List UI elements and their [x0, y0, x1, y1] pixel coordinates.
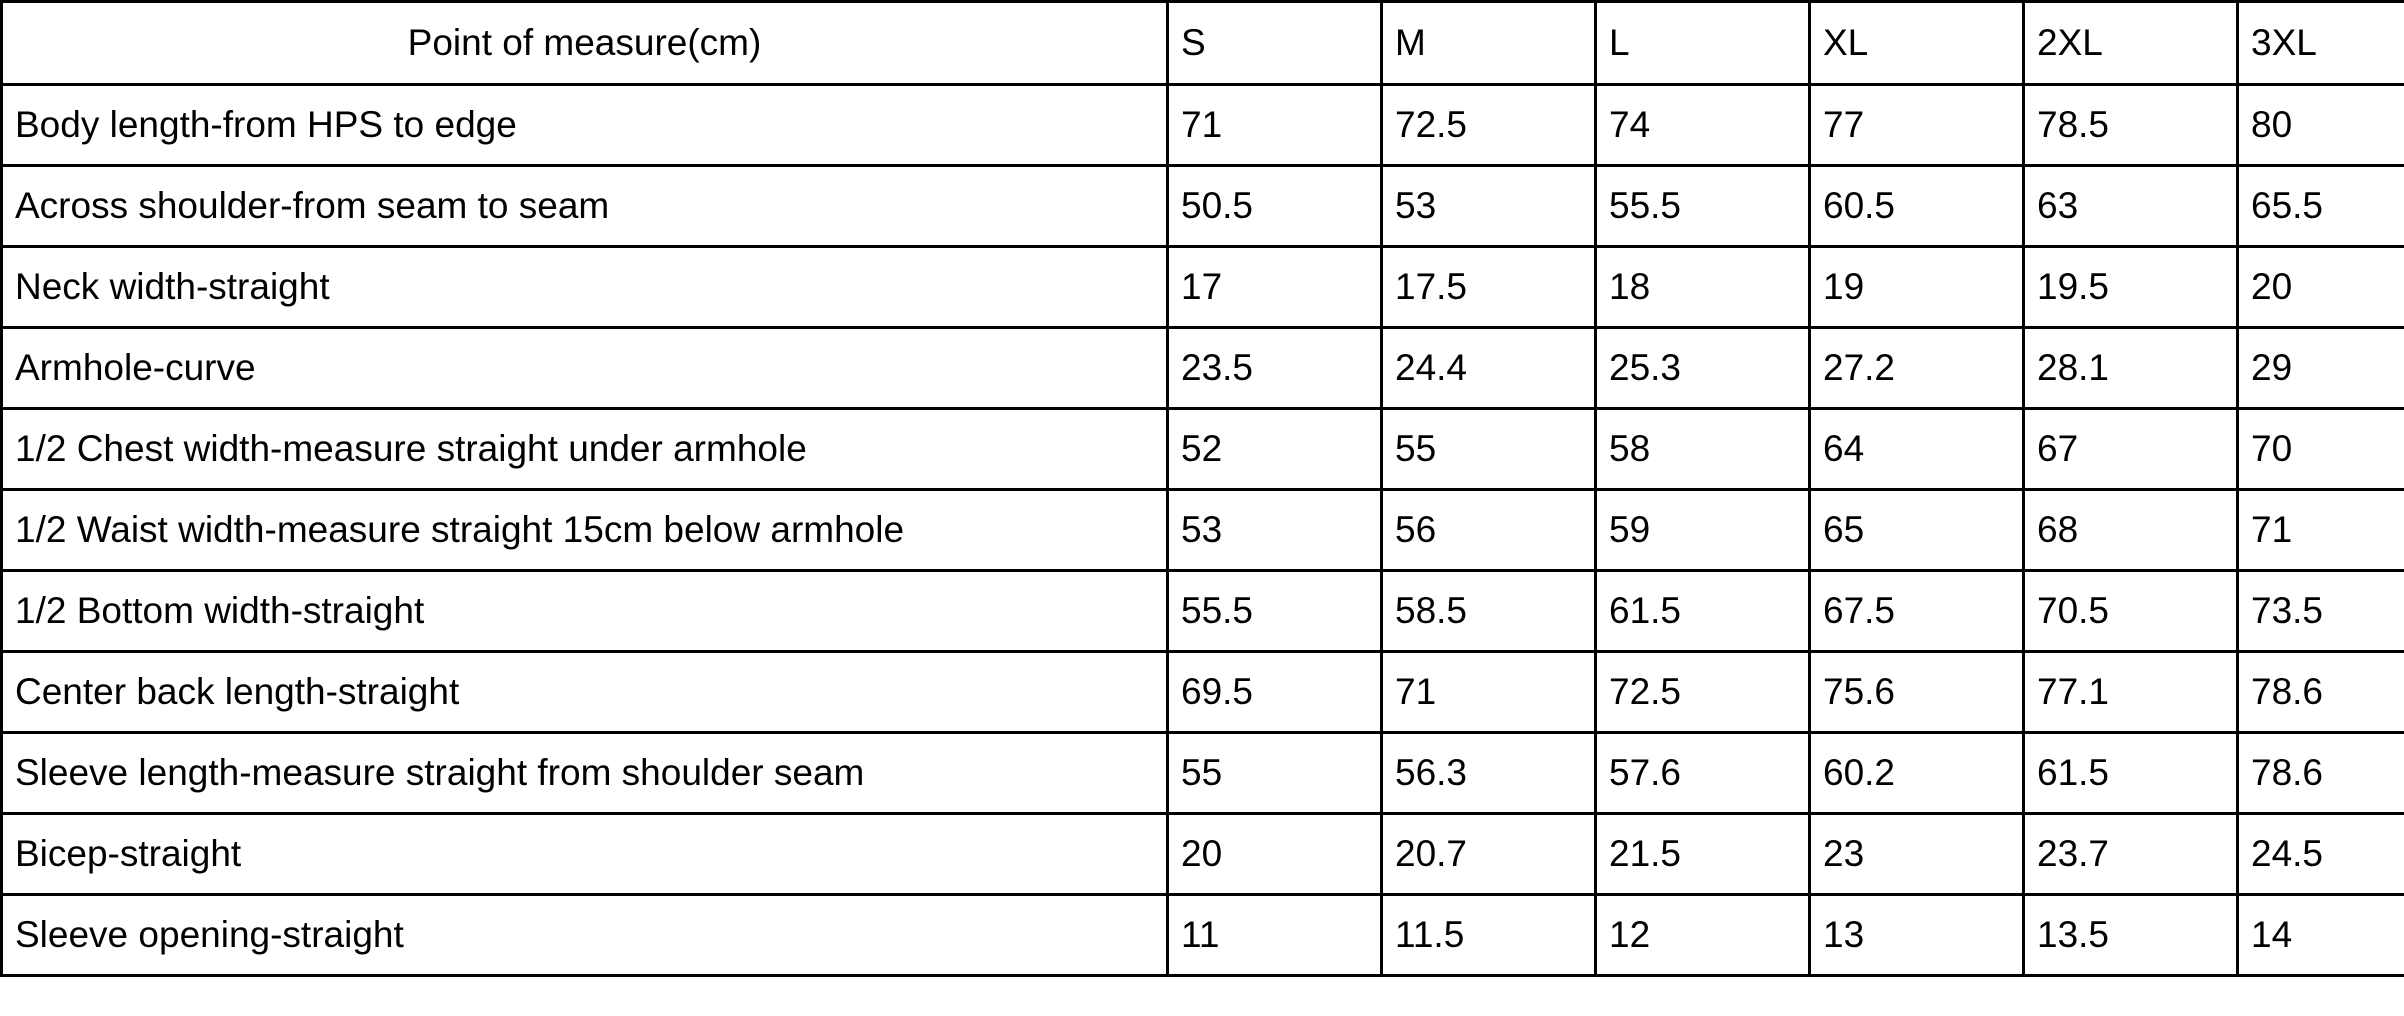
table-row — [2, 490, 2404, 571]
cell-value: 61.5 — [2024, 733, 2238, 814]
cell-value: 53 — [1382, 166, 1596, 247]
cell-value: 60.2 — [1810, 733, 2024, 814]
cell-value: 13.5 — [2024, 895, 2238, 976]
header-size-2xl: 2XL — [2024, 2, 2238, 85]
cell-value: 28.1 — [2024, 328, 2238, 409]
cell-value: 65.5 — [2238, 166, 2404, 247]
cell-value: 27.2 — [1810, 328, 2024, 409]
cell-value: 67.5 — [1810, 571, 2024, 652]
cell-value: 29 — [2238, 328, 2404, 409]
cell-value: 17.5 — [1382, 247, 1596, 328]
header-size-m: M — [1382, 2, 1596, 85]
cell-value: 25.3 — [1596, 328, 1810, 409]
cell-value: 78.6 — [2238, 652, 2404, 733]
cell-value: 23 — [1810, 814, 2024, 895]
cell-value: 73.5 — [2238, 571, 2404, 652]
cell-value: 19.5 — [2024, 247, 2238, 328]
table-row — [2, 328, 2404, 409]
cell-value: 23.5 — [1168, 328, 1382, 409]
cell-value: 78.6 — [2238, 733, 2404, 814]
header-size-l: L — [1596, 2, 1810, 85]
row-label: 1/2 Chest width-measure straight under armhole — [2, 409, 1168, 490]
cell-value: 75.6 — [1810, 652, 2024, 733]
cell-value: 11 — [1168, 895, 1382, 976]
row-label: 1/2 Bottom width-straight — [2, 571, 1168, 652]
cell-value: 20 — [2238, 247, 2404, 328]
cell-value: 70.5 — [2024, 571, 2238, 652]
cell-value: 71 — [2238, 490, 2404, 571]
cell-value: 13 — [1810, 895, 2024, 976]
cell-value: 52 — [1168, 409, 1382, 490]
cell-value: 57.6 — [1596, 733, 1810, 814]
header-point-of-measure: Point of measure(cm) — [2, 2, 1168, 85]
cell-value: 20 — [1168, 814, 1382, 895]
cell-value: 56 — [1382, 490, 1596, 571]
cell-value: 58.5 — [1382, 571, 1596, 652]
table-row — [2, 247, 2404, 328]
cell-value: 18 — [1596, 247, 1810, 328]
cell-value: 67 — [2024, 409, 2238, 490]
table-row — [2, 85, 2404, 166]
cell-value: 74 — [1596, 85, 1810, 166]
row-label: Center back length-straight — [2, 652, 1168, 733]
cell-value: 77.1 — [2024, 652, 2238, 733]
cell-value: 21.5 — [1596, 814, 1810, 895]
table-row — [2, 733, 2404, 814]
cell-value: 71 — [1382, 652, 1596, 733]
header-size-s: S — [1168, 2, 1382, 85]
row-label: Body length-from HPS to edge — [2, 85, 1168, 166]
cell-value: 50.5 — [1168, 166, 1382, 247]
table-row — [2, 409, 2404, 490]
cell-value: 58 — [1596, 409, 1810, 490]
cell-value: 71 — [1168, 85, 1382, 166]
cell-value: 55.5 — [1596, 166, 1810, 247]
cell-value: 69.5 — [1168, 652, 1382, 733]
table-header-row — [2, 2, 2404, 85]
cell-value: 77 — [1810, 85, 2024, 166]
row-label: Sleeve opening-straight — [2, 895, 1168, 976]
cell-value: 23.7 — [2024, 814, 2238, 895]
cell-value: 20.7 — [1382, 814, 1596, 895]
cell-value: 12 — [1596, 895, 1810, 976]
table-row — [2, 166, 2404, 247]
cell-value: 65 — [1810, 490, 2024, 571]
cell-value: 78.5 — [2024, 85, 2238, 166]
cell-value: 11.5 — [1382, 895, 1596, 976]
table-row — [2, 571, 2404, 652]
cell-value: 59 — [1596, 490, 1810, 571]
cell-value: 55 — [1382, 409, 1596, 490]
header-size-3xl: 3XL — [2238, 2, 2404, 85]
cell-value: 17 — [1168, 247, 1382, 328]
cell-value: 72.5 — [1382, 85, 1596, 166]
row-label: 1/2 Waist width-measure straight 15cm below armhole — [2, 490, 1168, 571]
cell-value: 61.5 — [1596, 571, 1810, 652]
row-label: Sleeve length-measure straight from shoulder seam — [2, 733, 1168, 814]
cell-value: 24.4 — [1382, 328, 1596, 409]
cell-value: 60.5 — [1810, 166, 2024, 247]
row-label: Armhole-curve — [2, 328, 1168, 409]
cell-value: 24.5 — [2238, 814, 2404, 895]
table-row — [2, 814, 2404, 895]
cell-value: 55.5 — [1168, 571, 1382, 652]
table-row — [2, 652, 2404, 733]
row-label: Bicep-straight — [2, 814, 1168, 895]
cell-value: 72.5 — [1596, 652, 1810, 733]
header-size-xl: XL — [1810, 2, 2024, 85]
table-row — [2, 895, 2404, 976]
cell-value: 63 — [2024, 166, 2238, 247]
cell-value: 80 — [2238, 85, 2404, 166]
cell-value: 56.3 — [1382, 733, 1596, 814]
cell-value: 55 — [1168, 733, 1382, 814]
cell-value: 53 — [1168, 490, 1382, 571]
row-label: Across shoulder-from seam to seam — [2, 166, 1168, 247]
cell-value: 68 — [2024, 490, 2238, 571]
row-label: Neck width-straight — [2, 247, 1168, 328]
cell-value: 70 — [2238, 409, 2404, 490]
cell-value: 14 — [2238, 895, 2404, 976]
cell-value: 19 — [1810, 247, 2024, 328]
cell-value: 64 — [1810, 409, 2024, 490]
